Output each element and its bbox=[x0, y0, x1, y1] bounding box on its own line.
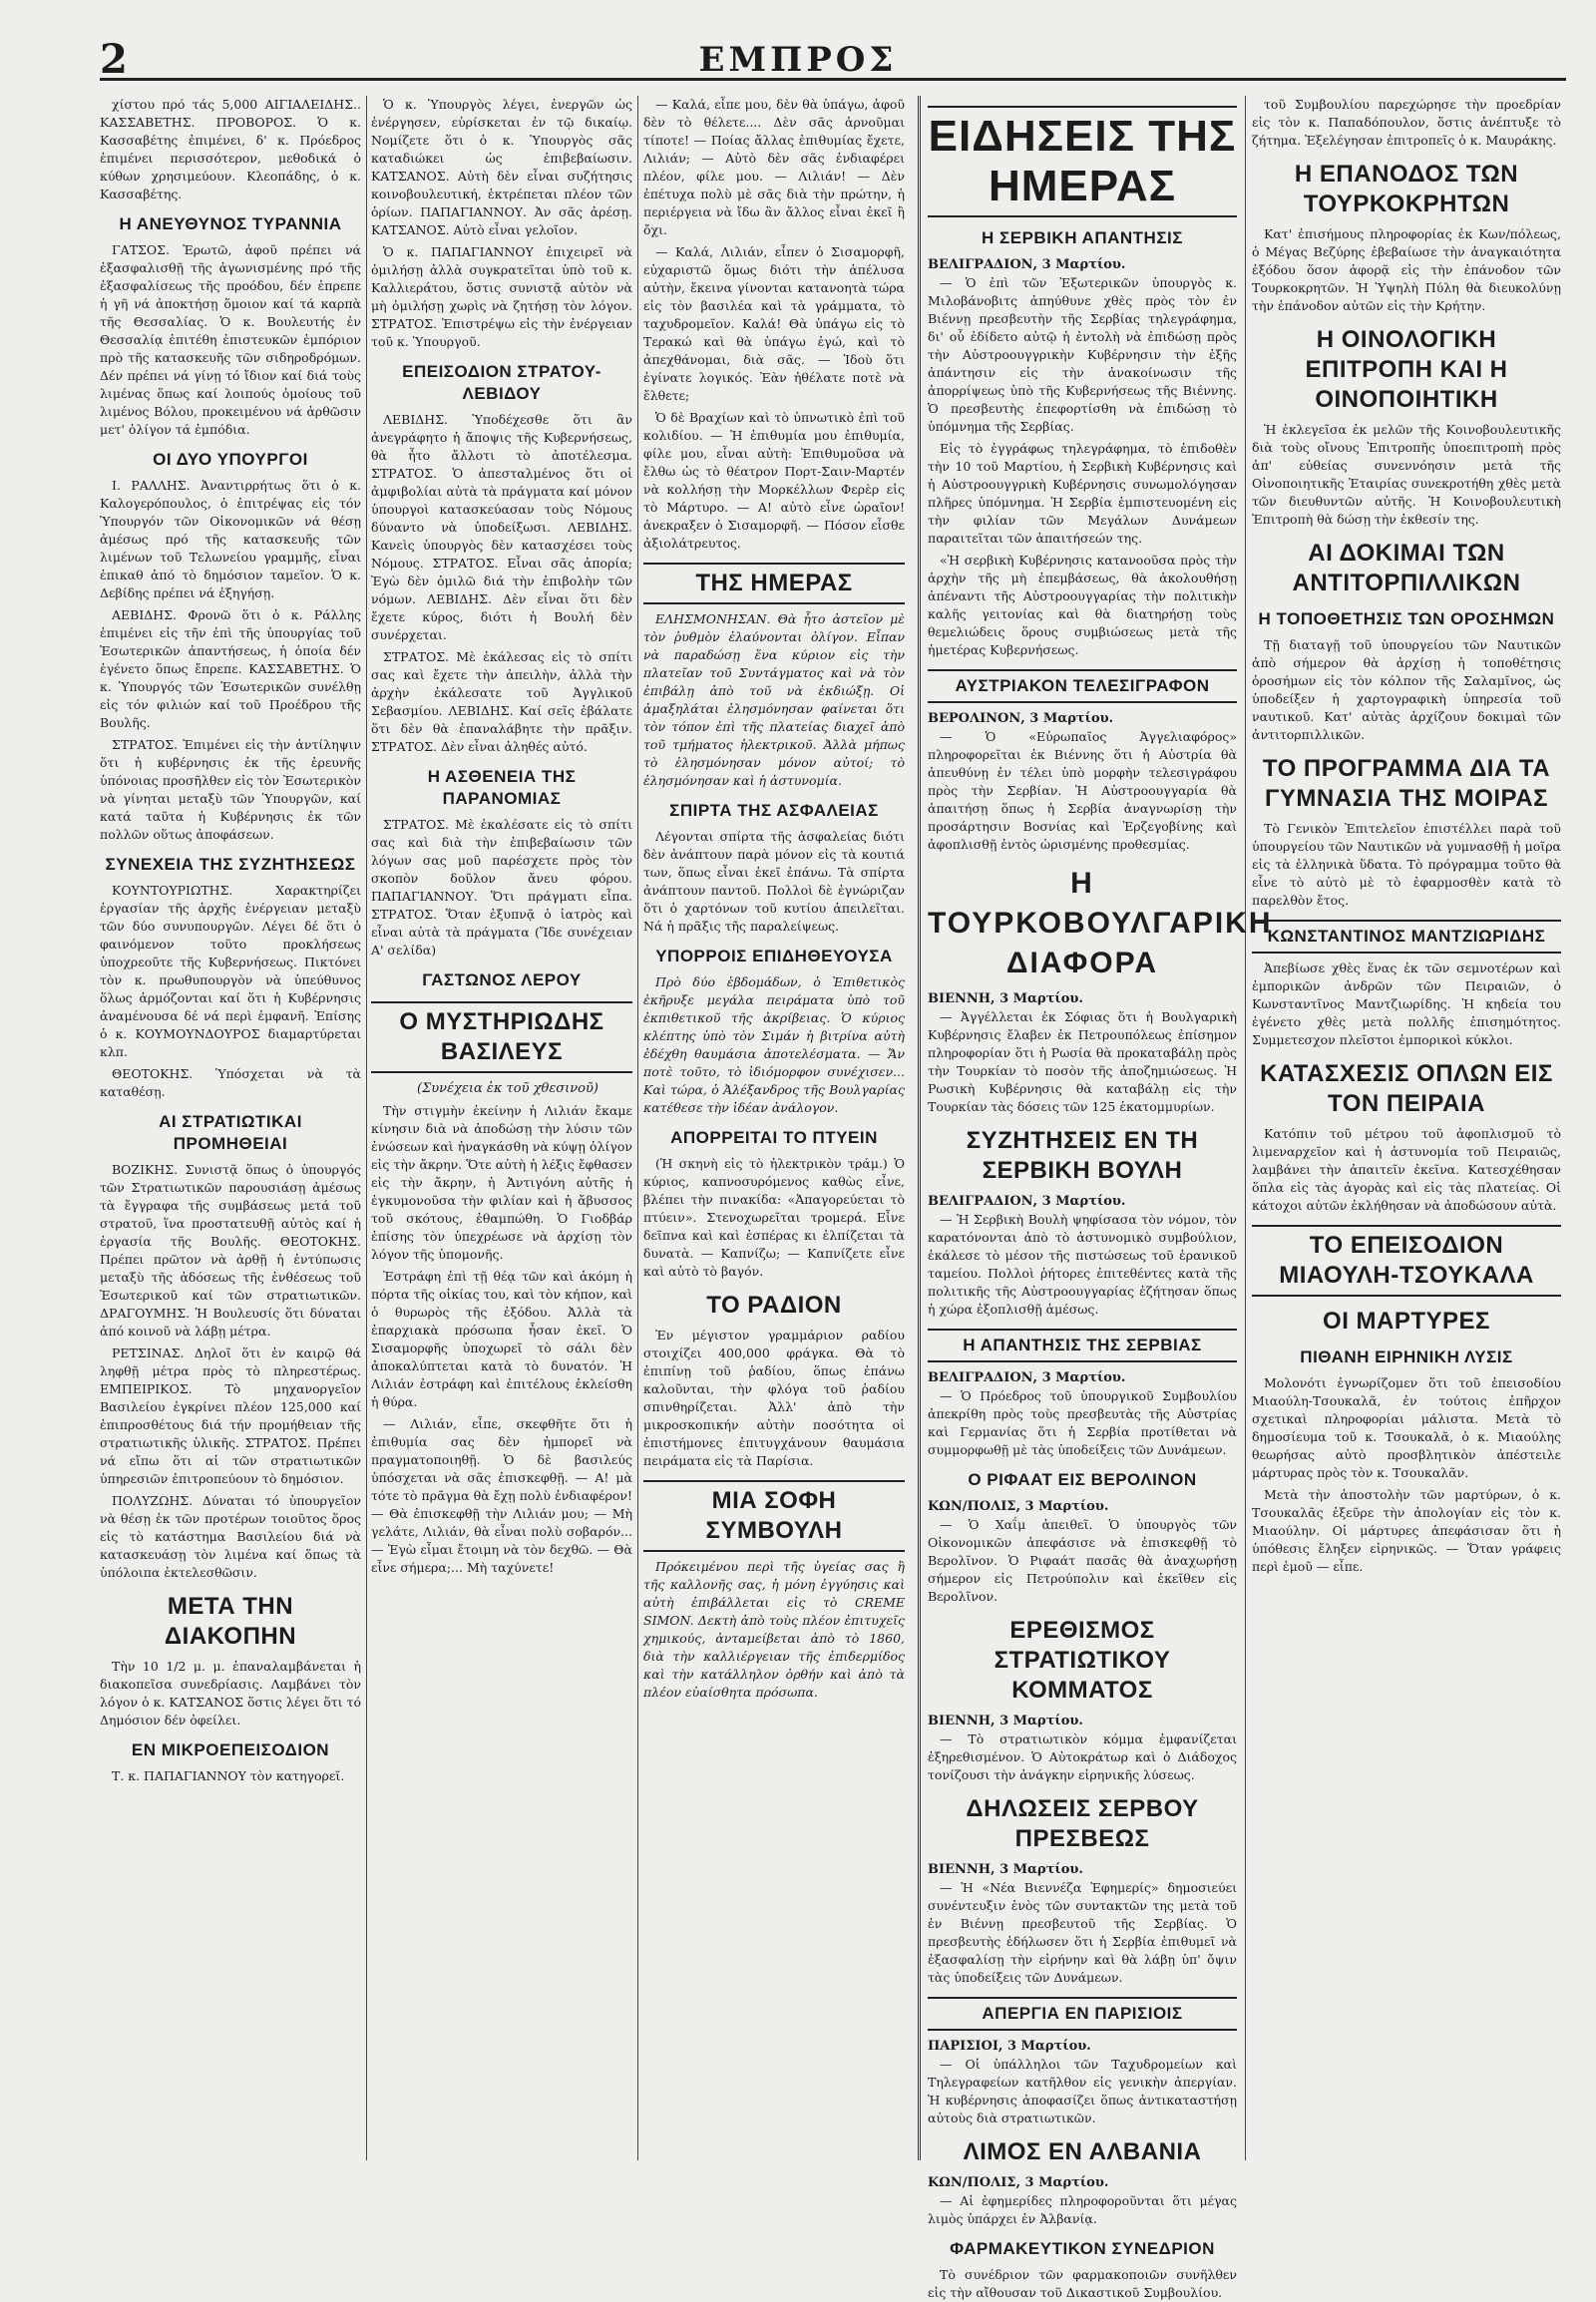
column-rule bbox=[366, 96, 367, 2160]
section-heading: ΚΩΝΣΤΑΝΤΙΝΟΣ ΜΑΝΤΖΙΩΡΙΔΗΣ bbox=[1252, 920, 1561, 954]
section-heading: Η ΣΕΡΒΙΚΗ ΑΠΑΝΤΗΣΙΣ bbox=[982, 228, 1183, 247]
section-heading: ΔΗΛΩΣΕΙΣ ΣΕΡΒΟΥ ΠΡΕΣΒΕΩΣ bbox=[966, 1795, 1199, 1852]
advertisement-text: Πρόκειμένου περὶ τῆς ὑγείας σας ἢ τῆς καλλονῆς σας, ἡ μόνη ἐγγύησις καὶ αὐτὴ ἐπιβάλλεται εἰς τὸ CREME SIMON. Δεκτὴ ἀπὸ τοὺς πλέον ἐπιτυχεῖς χημικούς, ἀνταμείβεται ἀπὸ τὸ 1860, διὰ τὴν καλλιέργειαν τῆς ἐπιδερμίδος καὶ τὴν κατάλληλον ὀρθήν καὶ ἀπὸ τὰ πλέον εὐαίσθητα πρόσωπα. bbox=[643, 1559, 905, 1700]
section-heading: ΑΠΕΡΓΙΑ ΕΝ ΠΑΡΙΣΙΟΙΣ bbox=[928, 1997, 1237, 2031]
article-text: Τὸ Γενικὸν Ἐπιτελεῖον ἐπιστέλλει παρὰ τοῦ ὑπουργείου τῶν Ναυτικῶν νὰ γυμνασθῇ ἡ μοῖρα εἰς τὰ ἐλληνικὰ ὕδατα. Τὸ πρόγραμμα τοῦτο θὰ εἶνε τὸ αὐτὸ μὲ τὸ ἐφαρμοσθὲν κατὰ τὸ παρελθὸν ἔτος. bbox=[1252, 821, 1561, 908]
article-text: — Οἱ ὑπάλληλοι τῶν Ταχυδρομείων καὶ Τηλεγραφείων κατῆλθον εἰς γενικὴν ἀπεργίαν. Ἡ κυβέρνησις ἀποφασίζει ὅπως ἀντικαταστήσῃ αὐτοὺς διὰ στρατιωτικῶν. bbox=[928, 2057, 1237, 2125]
dateline: ΒΕΛΙΓΡΑΔΙΟΝ, 3 Μαρτίου. bbox=[928, 1194, 1126, 1209]
section-heading: Η ΑΣΘΕΝΕΙΑ ΤΗΣ ΠΑΡΑΝΟΜΙΑΣ bbox=[427, 767, 577, 808]
article-text: Τὴν 10 1/2 μ. μ. ἐπαναλαμβάνεται ἡ διακοπεῖσα συνεδρίασις. Λαμβάνει τὸν λόγον ὁ κ. ΚΑΤΣΑΝΟΣ ὅστις λέγει ὅτι τό Δημόσιον δέν ὀφείλει. bbox=[100, 1659, 361, 1727]
article-text: Κατόπιν τοῦ μέτρου τοῦ ἀφοπλισμοῦ τὸ λιμεναρχεῖον καὶ ἡ ἀστυνομία τοῦ Πειραιῶς, λαμβάνει τὴν ἀπαιτεῖν ἐκεῖνα. Κατεσχέθησαν ὅπλα εἰς τὰς ἀγορὰς καὶ εἰς τὰς πλατείας. Οἱ κάτοχοι αὐτῶν ἐκλήθησαν νὰ ἀποδώσουν αὐτὰ. bbox=[1252, 1126, 1561, 1213]
page-number: 2 bbox=[100, 36, 128, 83]
article-text: Ι. ΡΑΛΛΗΣ. Ἀναντιρρήτως ὅτι ὁ κ. Καλογερόπουλος, ὁ ἐπιτρέψας εἰς τόν Ὑπουργόν τῶν Οἰκονομικῶν νά θέσῃ ἀμέσως πρό τῆς κατασκευῆς τῶν λιμένων τοῦ Τελωνείου γραμμῆς, εἶναι ἐπικαθ ἀπό τὸ δημόσιον ταμεῖον. Ὁ κ. Δεβίδης πρέπει νά ἐξηγήσῃ. bbox=[100, 478, 361, 600]
section-heading: ΕΝ ΜΙΚΡΟΕΠΕΙΣΟΔΙΟΝ bbox=[131, 1740, 330, 1759]
article-text: — Ὁ ἐπὶ τῶν Ἐξωτερικῶν ὑπουργὸς κ. Μιλοβάνοβιτς ἀπηύθυνε χθὲς πρὸς τὸν ἐν Βιέννῃ πρεσβευτὴν τῆς Σερβίας τηλεγράφημα, δι' οὗ ἐδίδετο αὐτῷ ἡ ἐντολὴ νὰ ἐπιδώσῃ πρὸς τὴν Αὐστροουγγρικὴν Κυβέρνησιν τὴν ἐξῆς ἀπάντησιν εἰς τὴν ἀνακοίνωσιν τῆς ἀπορρίψεως ὑπὸ τῆς Κυβερνήσεως τῆς Βιέννης. Ὁ πρεσβευτὴς ἐπεφορτίσθη νὰ ἐπιδώσῃ τὸ ὑπόμνημα τῆς Σερβίας. bbox=[928, 275, 1237, 434]
article-text: (Ἡ σκηνὴ εἰς τὸ ἠλεκτρικὸν τράμ.) Ὁ κύριος, καπνοσυρόμενος καθὼς εἶνε, βλέπει τὴν πινακίδα: «Ἀπαγορεύεται τὸ πτύειν». Στενοχωρεῖται τρομερά. Εἶνε δεῖπνα καὶ καὶ ἐσπέρας κι ἐλπίζεται τὰ δυνατὰ. — Καπνίζω; — Καπνίζετε εἶνε καὶ αὐτὸ τὸ βαγόν. bbox=[643, 1156, 905, 1279]
section-heading: ΣΥΝΕΧΕΙΑ ΤΗΣ ΣΥΖΗΤΗΣΕΩΣ bbox=[105, 855, 356, 874]
article-text: Τὸ συνέδριον τῶν φαρμακοποιῶν συνῆλθεν εἰς τὴν αἴθουσαν τοῦ Δικαστικοῦ Συμβουλίου. bbox=[928, 2267, 1237, 2300]
section-heading: Η ΟΙΝΟΛΟΓΙΚΗ ΕΠΙΤΡΟΠΗ ΚΑΙ Η ΟΙΝΟΠΟΙΗΤΙΚΗ bbox=[1305, 326, 1508, 413]
section-heading: ΤΟ ΕΠΕΙΣΟΔΙΟΝ ΜΙΑΟΥΛΗ-ΤΣΟΥΚΑΛΑ bbox=[1252, 1225, 1561, 1297]
column-2 bbox=[371, 96, 632, 2160]
feuilleton-author: ΓΑΣΤΩΝΟΣ ΛΕΡΟΥ bbox=[422, 970, 582, 989]
section-subheading: ΠΙΘΑΝΗ ΕΙΡΗΝΙΚΗ ΛΥΣΙΣ bbox=[1300, 1347, 1513, 1366]
article-text: «Ἡ σερβικὴ Κυβέρνησις κατανοοῦσα πρὸς τὴν ἀρχὴν τῆς μὴ ἐπεμβάσεως, θὰ ἀκολουθήσῃ ἀπέναντι τῆς Αὐστροουγγαρίας τὴν πολιτικὴν καλῆς γειτονίας καὶ θὰ διατηρήσῃ τοὺς θεμελιώδεις ὅρους συμβιώσεως μετὰ τῆς ἡμετέρας Κυβερνήσεως. bbox=[928, 553, 1237, 657]
article-text: Ἀπεβίωσε χθὲς ἕνας ἐκ τῶν σεμνοτέρων καὶ ἐμπορικῶν ἀνδρῶν τῶν Πειραιῶν, ὁ Κωνσταντῖνος Μαντζιωρίδης. Ἡ κηδεία του ἐγένετο χθὲς μετὰ πολλῆς ἐπισημότητος. Συμμετεσχον πλεῖστοι ἐμπορικοὶ κύκλοι. bbox=[1252, 960, 1561, 1047]
section-heading: ΤΟ ΠΡΟΓΡΑΜΜΑ ΔΙΑ ΤΑ ΓΥΜΝΑΣΙΑ ΤΗΣ ΜΟΙΡΑΣ bbox=[1262, 755, 1551, 812]
article-text: ΛΕΒΙΔΗΣ. Ὑποδέχεσθε ὅτι ἂν ἀνεγράφητο ἡ ἄποψις τῆς Κυβερνήσεως, θὰ ἦτο ἄλλοτι τὸ ἀποτέλεσμα. ΣΤΡΑΤΟΣ. Ὁ ἀπεσταλμένος ὅτι οἱ ἀμφιβολίαι αὐτὰ τὰ πράγματα καί μόνον ὑπουργοὶ κατασκεύασαν τοὺς Νόμους δύναντο νὰ ὑποδείξωσι. ΛΕΒΙΔΗΣ. Κανεὶς ὑπουργὸς δὲν κατασχέσει τοὺς Νόμους. ΣΤΡΑΤΟΣ. Εἶναι σᾶς ἀπορία; Ἐγὼ δὲν ὁμιλῶ διά τὴν ἐπιβολὴν τῶν νόμων. ΛΕΒΙΔΗΣ. Δὲν εἶναι ὅτι δὲν ἔχετε κύρος, διότι ἡ Βουλή δὲν συνέρχεται. bbox=[371, 412, 632, 642]
article-text: — Ὁ Πρόεδρος τοῦ ὑπουργικοῦ Συμβουλίου ἀπεκρίθη πρὸς τοὺς πρεσβευτὰς τῆς Αὐστρίας καὶ Γερμανίας ὅτι ἡ Σερβία προτίθεται νὰ συμμορφωθῇ μὲ τὰς ὑποδείξεις τῶν Δυνάμεων. bbox=[928, 1388, 1237, 1457]
section-heading: ΦΑΡΜΑΚΕΥΤΙΚΟΝ ΣΥΝΕΔΡΙΟΝ bbox=[950, 2239, 1215, 2258]
article-text: — Λιλιάν, εἶπε, σκεφθῆτε ὅτι ἡ ἐπιθυμία σας δὲν ἠμπορεῖ νὰ πραγματοποιηθῇ. Ὁ δὲ βασιλεύς ὑπόσχεται νὰ σᾶς ἐπισκεφθῇ. — Α! μὰ τότε τὸ πρᾶγμα θὰ ἔχῃ πολὺ ἐνδιαφέρον! — Θὰ ἐπισκεφθῇ τὴν Λιλιάν μου; — Μὴ γελάτε, Λιλιάν, θὰ εἶναι πολὺ σοβαρόν... — Ἐγὼ εἶμαι ἔτοιμη νὰ τὸν δεχθῶ. — Θὰ εἶνε σήμερα;... Μὴ ταχύνετε! bbox=[371, 1416, 632, 1575]
dateline: ΒΕΛΙΓΡΑΔΙΟΝ, 3 Μαρτίου. bbox=[928, 257, 1126, 272]
article-text: Λέγονται σπίρτα τῆς ἀσφαλείας διότι δὲν ἀνάπτουν παρὰ μόνον εἰς τὰ κουτιά των, ὅπως εἶναι ἐκεῖ ἐπάνω. Τὰ σπίρτα ἀνάπτουν παντοῦ. Πολλοὶ δὲ ἐγνώριζαν ὅτι ὁ χαρτόνων τοῦ κυτίου ἀπειλεῖται. Νά ἡ πρᾶξις τῆς παραλείψεως. bbox=[643, 829, 905, 934]
feuilleton-title: Ο ΜΥΣΤΗΡΙΩΔΗΣ ΒΑΣΙΛΕΥΣ bbox=[371, 1001, 632, 1073]
section-heading: ΤΟ ΡΑΔΙΟΝ bbox=[706, 1292, 842, 1319]
section-heading: ΚΑΤΑΣΧΕΣΙΣ ΟΠΛΩΝ ΕΙΣ ΤΟΝ ΠΕΙΡΑΙΑ bbox=[1260, 1060, 1553, 1117]
article-text: ΒΟΖΙΚΗΣ. Συνιστᾷ ὅπως ὁ ὑπουργός τῶν Στρατιωτικῶν παρουσιάσῃ ἀμέσως τὰ ἔγγραφα τῆς συμβάσεως μετά τοῦ στρατοῦ, ἵνα προστατευθῇ αὐτὸς καί ἡ ἐργασία τῆς Βουλῆς. ΘΕΟΤΟΚΗΣ. Πρέπει πρῶτον νὰ ἀρθῇ ἡ ἐντύπωσις μεταξὺ τῆς ἀδόσεως τῆς ἐνθέσεως τοῦ Ἐσωτερικοῦ καί τῶν στρατιωτικῶν. ΔΡΑΓΟΥΜΗΣ. Ἡ Βουλευσίς ὅτι δύναται ἀπό κοινοῦ νὰ λάβῃ μέτρα. bbox=[100, 1162, 361, 1339]
article-text: Πρὸ δύο ἑβδομάδων, ὁ Ἐπιθετικὸς ἐκῆρυξε μεγάλα πειράματα ὑπὸ τοῦ ἐκπιθετικοῦ τῆς ἀκρίβειας. Ὁ κύριος κλέπτης ὑπὸ τὸν Σιμάν ἡ βιτρίνα αὐτὴ ἐδέχθη θαυμάσια ἀποτελέσματα. — Ἄν ποτὲ τοῦτο, τὸ ἰδιόμορφον συνέχισεν... Καὶ τώρα, ὁ Ἀλέξανδρος τῆς Βουλγαρίας κατέθεσε τὴν ἰδέαν ἀνάλογον. bbox=[643, 974, 905, 1115]
article-text: — Ἀγγέλλεται ἐκ Σόφιας ὅτι ἡ Βουλγαρικὴ Κυβέρνησις ἔλαβεν ἐκ Πετρουπόλεως ἐπίσημον πληροφορίαν ὅτι ἡ Ρωσία θὰ προκαταβάλῃ πρὸς τὴν Τουρκίαν τὸ ποσὸν τῆς ἀποζημιώσεως. Ἡ Ρωσικὴ Κυβέρνησις θὰ καταβάλῃ εἰς τὴν Τουρκίαν τὰς δόσεις τῶν 125 ἑκατομμυρίων. bbox=[928, 1009, 1237, 1114]
section-heading: ΜΕΤΑ ΤΗΝ ΔΙΑΚΟΠΗΝ bbox=[164, 1593, 297, 1650]
column-rule bbox=[918, 96, 921, 2160]
section-heading: ΜΙΑ ΣΟΦΗ ΣΥΜΒΟΥΛΗ bbox=[643, 1480, 905, 1552]
article-text: — Καλά, εἶπε μου, δὲν θὰ ὑπάγω, ἀφοῦ δὲν τὸ θέλετε.... Δὲν σᾶς ἀρνοῦμαι τίποτε! — Ποίας ἄλλας ἐπιθυμίας ἔχετε, Λιλιάν; — Αὐτὸ δὲν σᾶς ἐνδιαφέρει πλέον, φίλε μου. — Λιλιάν! — Δὲν ἐπέτυχα πολὺ μὲ σᾶς διὰ τὴν πρώτην, ἡ περιέργεια νὰ ἴδω ἂν ἄλλος εἶναι ἐκεῖ ἢ ὄχι. bbox=[643, 97, 905, 237]
section-heading: ΥΠΟΡΡΟΙΣ ΕΠΙΔΗΘΕΥΟΥΣΑ bbox=[655, 947, 893, 965]
section-heading: ΑΠΟΡΡΕΙΤΑΙ ΤΟ ΠΤΥΕΙΝ bbox=[670, 1128, 878, 1147]
article-text: χίστου πρό τάς 5,000 ΑΙΓΙΑΛΕΙΔΗΣ.. ΚΑΣΣΑΒΕΤΗΣ. ΠΡΟΒΟΡΟΣ. Ὁ κ. Κασσαβέτης ἐπιμένει, δ' κ. Πρόεδρος ἐπιμένει περισσότερον, μεθοδικά ὁ κύθων χρησιμεύουν. Κλεοπάδης, ὁ κ. Κασσαβέτης. bbox=[100, 97, 361, 201]
section-heading: ΑΙ ΣΤΡΑΤΙΩΤΙΚΑΙ ΠΡΟΜΗΘΕΙΑΙ bbox=[159, 1112, 302, 1153]
section-subheading: ΟΙ ΜΑΡΤΥΡΕΣ bbox=[1323, 1308, 1490, 1335]
article-text: Τὴν στιγμὴν ἐκείνην ἡ Λιλιάν ἔκαμε κίνησιν διὰ νὰ ἀποδώσῃ τὴν λύσιν τῶν ἐνώσεων καὶ ἠναγκάσθη νὰ κύψῃ ὀλίγον εἰς τὴν ἄκρην. Ὅτε αὐτὴ ἡ λέξις ἔφθασεν εἰς τὴν ἄκρην, ἡ Ἀντιγόνη αὐτῆς ἡ ἐγκυμονοῦσα τὴν φιλίαν καὶ ἡ ἄβυσσος τοῦ σκότους, ἐθαμπώθη. Ὁ Γιοδβάρ ἐπίσης τὸν ὑπεχρέωσε νὰ ἀρχίσῃ τὸν λόγον τῆς ὑπομονῆς. bbox=[371, 1103, 632, 1262]
column-4 bbox=[928, 96, 1273, 2300]
article-text: ΣΤΡΑΤΟΣ. Ἐπιμένει εἰς τὴν ἀντίληψιν ὅτι ἡ κυβέρνησις ἐκ τῆς ἐρευνῆς ὑπόνοιας προσῆλθεν εἰς τὸν Ἐσωτερικὸν νὰ γίνηται μεταξὺ τῶν Ὑπουργῶν, καί κατά ταῦτα ἡ Κυβέρνησις ἐκ τῶν πολλῶν οὕτως ἀποφάσεων. bbox=[100, 737, 361, 842]
article-text: τοῦ Συμβουλίου παρεχώρησε τὴν προεδρίαν εἰς τὸν κ. Παπαδόπουλον, ὅστις ἀνέπτυξε τὸ ζήτημα. Ἐξελέγησαν ἐπιτροπεῖς ὁ κ. Μαυράκης. bbox=[1252, 97, 1561, 148]
article-text: Εἰς τὸ ἐγγράφως τηλεγράφημα, τὸ ἐπιδοθὲν τὴν 10 τοῦ Μαρτίου, ἡ Σερβικὴ Κυβέρνησις καὶ ἡ Αὐστροουγγρικὴ Κυβέρνησις συνωμολόγησαν πλῆρες ὑπόμνημα. Ἡ Σερβία ἐμπιστευομένη εἰς τὴν φιλίαν τῶν Μεγάλων Δυνάμεων παραιτεῖται τῶν ἀπαιτήσεών της. bbox=[928, 441, 1237, 546]
section-heading: ΣΠΙΡΤΑ ΤΗΣ ΑΣΦΑΛΕΙΑΣ bbox=[669, 801, 879, 820]
article-text: Τῇ διαταγῇ τοῦ ὑπουργείου τῶν Ναυτικῶν ἀπὸ σήμερον θὰ ἀρχίσῃ ἡ τοποθέτησις ὁροσήμων εἰς τὸν κόλπον τῆς Σαλαμῖνος, ὡς ὑποδείξεν ἡ χαρτογραφικὴ ὑπηρεσία τοῦ ναυτικοῦ. Κατ' αὐτὰς ἀρχίζουν δοκιμαὶ τῶν ἀντιτορπιλλικῶν. bbox=[1252, 637, 1561, 742]
dateline: ΚΩΝ/ΠΟΛΙΣ, 3 Μαρτίου. bbox=[928, 1499, 1109, 1514]
news-banner: ΕΙΔΗΣΕΙΣ ΤΗΣ ΗΜΕΡΑΣ bbox=[928, 106, 1237, 217]
column-3 bbox=[643, 96, 905, 2160]
column-rule bbox=[1245, 96, 1246, 2160]
section-heading: ΟΙ ΔΥΟ ΥΠΟΥΡΓΟΙ bbox=[153, 450, 308, 469]
section-heading: ΛΙΜΟΣ ΕΝ ΑΛΒΑΝΙΑ bbox=[963, 2138, 1202, 2165]
masthead: ΕΜΠΡΟΣ bbox=[698, 40, 898, 80]
article-text: Ὁ κ. ΠΑΠΑΓΙΑΝΝΟΥ ἐπιχειρεῖ νὰ ὁμιλήσῃ ἀλλὰ συγκρατεῖται ὑπὸ τοῦ κ. Καλλιεράτου, ὅστις συνιστᾷ αὐτὸν νὰ μὴ ὁμιλήσῃ χωρὶς νὰ ζητήσῃ τὸν λόγον. ΣΤΡΑΤΟΣ. Ἐπιστρέψω εἰς τὴν ἐνέργειαν τοῦ κ. Ὑπουργοῦ. bbox=[371, 244, 632, 349]
article-text: Ἐν μέγιστον γραμμάριον ραδίου στοιχίζει 400,000 φράγκα. Θὰ τὸ ἐπιπίνῃ τοῦ ῥαδίου, ὅπως ἐπάνω καλοῦνται, τὴν φλόγα τοῦ ῥαδίου σπινθηρίζεται. Ἀλλ' ἀπὸ τὴν μικροσκοπικήν αὐτὴν ποσότητα οἱ ἐπιστήμονες ἐπιτυγχάνουν θαυμάσια πειράματα εἰς τὰ Παρίσια. bbox=[643, 1328, 905, 1468]
section-subheading: Η ΤΟΠΟΘΕΤΗΣΙΣ ΤΩΝ ΟΡΟΣΗΜΩΝ bbox=[1258, 609, 1555, 628]
article-text: ΡΕΤΣΙΝΑΣ. Δηλοῖ ὅτι ἐν καιρῷ θά ληφθῇ μέτρα πρὸς τὸ πληρεστέρως. ΕΜΠΕΙΡΙΚΟΣ. Τὸ μηχανοργεῖον Βασιλείου ἐγκρίνει πλέον 125,000 καί ἐπιπροσθέτους διά τήν προμήθειαν τῆς στρατιωτικῆς ὑλικῆς. ΣΤΡΑΤΟΣ. Πρέπει νά εἴπω ὅτι αἱ τῶν στρατιωτικῶν ὑπηρεσιῶν ἐπιτροπεύουν τὸ δημόσιον. bbox=[100, 1345, 361, 1486]
header-rule bbox=[100, 78, 1566, 81]
article-text: — Ὁ «Εὐρωπαῖος Ἀγγελιαφόρος» πληροφορεῖται ἐκ Βιέννης ὅτι ἡ Αὐστρία θὰ ἀπευθύνῃ ἐν τέλει ὑπὸ μορφὴν τελεσιγράφου πρὸς τὴν Σερβίαν. Ἡ Αὐστροουγγαρία θὰ ἀπαιτήσῃ ὅπως ἡ Σερβία ἀναγνωρίσῃ τὴν προσάρτησιν Βοσνίας καὶ Ἐρζεγοβίνης καὶ ἀφοπλισθῇ ἐντὸς ὡρισμένης προθεσμίας. bbox=[928, 729, 1237, 852]
dateline: ΒΙΕΝΝΗ, 3 Μαρτίου. bbox=[928, 1714, 1083, 1728]
section-heading: Η ΑΝΕΥΘΥΝΟΣ ΤΥΡΑΝΝΙΑ bbox=[119, 214, 342, 233]
section-heading: Η ΤΟΥΡΚΟΒΟΥΛΓΑΡΙΚΗ ΔΙΑΦΟΡΑ bbox=[928, 867, 1273, 979]
section-heading: ΑΙ ΔΟΚΙΜΑΙ ΤΩΝ ΑΝΤΙΤΟΡΠΙΛΛΙΚΩΝ bbox=[1292, 540, 1521, 596]
section-heading: ΣΥΖΗΤΗΣΕΙΣ ΕΝ ΤΗ ΣΕΡΒΙΚΗ ΒΟΥΛΗ bbox=[966, 1127, 1199, 1184]
article-text: ΣΤΡΑΤΟΣ. Μὲ ἐκαλέσατε εἰς τὸ σπίτι σας καὶ διὰ τὴν ἐπιβεβαίωσιν τῶν λόγων σας μοῦ παρέσχετε πρὸς τὸν σκοπὸν δοῦλον ἄνευ φόρου. ΠΑΠΑΓΙΑΝΝΟΥ. Ὅτι πράγματι εἶπα. ΣΤΡΑΤΟΣ. Ὅταν ἐξυπνᾷ ὁ ἰατρὸς καὶ εἶναι αὐτὰ τὰ πράγματα (Ἴδε συνέχειαν Α' σελίδα) bbox=[371, 817, 632, 958]
article-text: Μολονότι ἐγνωρίζομεν ὅτι τοῦ ἐπεισοδίου Μιαούλη-Τσουκαλᾶ, ἐν τούτοις ἐπῆρχον σχετικαὶ πληροφορίαι μάλιστα. Μετὰ τὸ δημοσίευμα τοῦ κ. Τσουκαλᾶ, ὁ κ. Μιαούλης θεωρήσας αὐτὸ προσβλητικὸν ἀπέστειλε μάρτυρας πρὸς τὸν κ. Τσουκαλᾶν. bbox=[1252, 1375, 1561, 1480]
column-rule bbox=[637, 96, 638, 2160]
article-text: — Τὸ στρατιωτικὸν κόμμα ἐμφανίζεται ἐξηρεθισμένον. Ὁ Αὐτοκράτωρ καὶ ὁ Διάδοχος τονίζουσι τὴν ἀνάγκην εἰρηνικῆς λύσεως. bbox=[928, 1731, 1237, 1782]
article-text: — Ἡ Σερβικὴ Βουλὴ ψηφίσασα τὸν νόμον, τὸν καρατόνονται ἀπὸ τὸ ἀστυνομικὸ συμβούλιον, ἐκάλεσε τὸ μέσον τῆς πιστώσεως τοῦ ἐρανικοῦ ταμείου. Πολλοὶ ῥήτορες ἐπιτεθέντες κατὰ τῆς πολιτικῆς τῆς Αὐστροουγγαρίας ἐζήτησαν ὅπως ἡ χώρα ἐξοπλισθῇ ἀμέσως. bbox=[928, 1212, 1237, 1317]
section-heading: ΕΡΕΘΙΣΜΟΣ ΣΤΡΑΤΙΩΤΙΚΟΥ ΚΟΜΜΑΤΟΣ bbox=[994, 1617, 1171, 1704]
dateline: ΚΩΝ/ΠΟΛΙΣ, 3 Μαρτίου. bbox=[928, 2175, 1109, 2190]
article-text: Κατ' ἐπισήμους πληροφορίας ἐκ Κων/πόλεως, ὁ Μέγας Βεζύρης ἐβεβαίωσε τὴν ἀναγκαιότητα ἐξόδου ὅσον ἀφορᾷ εἰς τὴν ἐπάνοδον τῶν Τουρκοκρητῶν. Ἡ Ὑψηλὴ Πύλη θὰ διευκολύνῃ τὴν ἐπάνοδον αὐτῶν εἰς τὴν Κρήτην. bbox=[1252, 226, 1561, 313]
section-heading: Η ΕΠΑΝΟΔΟΣ ΤΩΝ ΤΟΥΡΚΟΚΡΗΤΩΝ bbox=[1294, 161, 1519, 217]
article-text: ΕΛΗΣΜΟΝΗΣΑΝ. Θὰ ἦτο ἀστεῖον μὲ τὸν ῥυθμὸν ἐλαύνονται ὀλίγον. Εἶπαν νὰ παραδώσῃ ἕνα κύριον εἰς τὴν πλατεῖαν τοῦ Συντάγματος καὶ νὰ τὸν ἐπιβάλῃ ἀπὸ τοῦ νὰ ἐκδιώξῃ. Οἱ ἀμαξηλάται ἐλησμόνησαν φαίνεται ὅτι τὸν τόπον ἐπὶ τῆς πλατείας διαχεῖ ἀπὸ τοῦ τμήματος ἡλεκτρικοῦ. Ἀλλὰ μήπως τὸ ἐλησμόνησαν μόνον αὐτοί; τὸ ἐλησμόνησαν καὶ ἡ ἀστυνομία. bbox=[643, 611, 905, 788]
dateline: ΒΙΕΝΝΗ, 3 Μαρτίου. bbox=[928, 1862, 1083, 1877]
section-heading: ΕΠΕΙΣΟΔΙΟΝ ΣΤΡΑΤΟΥ-ΛΕΒΙΔΟΥ bbox=[402, 362, 601, 403]
section-heading: ΤΗΣ ΗΜΕΡΑΣ bbox=[643, 563, 905, 604]
article-text: ΘΕΟΤΟΚΗΣ. Ὑπόσχεται νὰ τὰ καταθέσῃ. bbox=[100, 1066, 361, 1099]
article-text: Τ. κ. ΠΑΠΑΓΙΑΝΝΟΥ τὸν κατηγορεῖ. bbox=[112, 1768, 345, 1783]
dateline: ΒΙΕΝΝΗ, 3 Μαρτίου. bbox=[928, 991, 1083, 1006]
dateline: ΠΑΡΙΣΙΟΙ, 3 Μαρτίου. bbox=[928, 2039, 1091, 2054]
article-text: ΚΟΥΝΤΟΥΡΙΩΤΗΣ. Χαρακτηρίζει ἐργασίαν τῆς ἀρχῆς ἐνέργειαν μεταξὺ τῶν δύο συνυπουργῶν. Λέγει δέ ὅτι ὁ φαινόμενον τοῦτο προκλήσεως ὑποχρεοῦτε τῆς Κυβερνήσεως. Πικτόνει τὸν κ. πρωθυπουργὸν νὰ ὑπεύθυνος ὅλως ἀρμόζονται καί ὅτι ἡ Κυβέρνησις ἀναμένουσα δέ νά περὶ ἐμφανῆ. Ἐπίσης ὁ κ. ΚΟΥΜΟΥΝΔΟΥΡΟΣ διαμαρτύρεται κλπ. bbox=[100, 883, 361, 1059]
section-heading: ΑΥΣΤΡΙΑΚΟΝ ΤΕΛΕΣΙΓΡΑΦΟΝ bbox=[928, 669, 1237, 703]
column-5 bbox=[1252, 96, 1561, 2160]
article-text: Ὁ δὲ Βραχίων καὶ τὸ ὑπνωτικὸ ἐπὶ τοῦ κολιδίου. — Ἡ ἐπιθυμία μου ἐπιθυμία, φίλε μου, εἶναι αὐτὴ: Ἐπιθυμοῦσα νὰ ἔλθω ὡς τὸ θέατρον Πορτ-Σαιν-Μαρτέν νὰ κολλήσῃ τὴν Μορκέλλων Φερὲρ εἰς τὸ Μάρτυρο. — Α! αὐτὸ εἶνε ὡραῖον! ἀνεκραξεν ὁ Σισαμορφῆ. — Πόσον εἶσθε ἀξιολάτρευτος. bbox=[643, 410, 905, 551]
article-text: — Ὁ Χαΐμ ἀπειθεῖ. Ὁ ὑπουργὸς τῶν Οἰκονομικῶν ἀπεφάσισε νὰ ἐπισκεφθῇ τὸ Βερολῖνον. Ὁ Ριφαάτ πασᾶς θὰ ἀναχωρήσῃ σήμερον εἰς Πετρούπολιν καὶ ἐκεῖθεν εἰς Βερολῖνον. bbox=[928, 1517, 1237, 1604]
section-heading: Η ΑΠΑΝΤΗΣΙΣ ΤΗΣ ΣΕΡΒΙΑΣ bbox=[928, 1329, 1237, 1362]
dateline: ΒΕΡΟΛΙΝΟΝ, 3 Μαρτίου. bbox=[928, 711, 1114, 726]
article-text: — Καλά, Λιλιάν, εἶπεν ὁ Σισαμορφῆ, εὐχαριστῶ ὅμως διότι τὴν ἀπέλυσα αὐτὴν, ἔκεινα γίνονται κατανοητὰ τώρα εἰς τὸν βασιλέα καὶ τὰ γράμματα, τὸ ταχυδρομεῖον. Καλά! Θὰ ὑπάγω εἰς τὸ Τερακώ καὶ θὰ ὑπάγω ἐγώ, καὶ τὸ ἀπεχθάνομαι, διὰ σᾶς. — Ἰδοὺ ὅτι ἐγίνατε λογικός. Ἐὰν ἠθέλατε ποτὲ νὰ ἔλθετε; bbox=[643, 244, 905, 403]
article-text: Μετὰ τὴν ἀποστολὴν τῶν μαρτύρων, ὁ κ. Τσουκαλᾶς ἐξεῦρε τὴν ἀπολογίαν εἰς τὸν κ. Μιαούλην. Οἱ μάρτυρες ἀπεφάσισαν ὅτι ἡ ὑπόθεσις ἔληξεν εἰρηνικῶς. — Ὅταν γράφεις περὶ ἐμοῦ — εἶπε. bbox=[1252, 1487, 1561, 1574]
article-text: ΣΤΡΑΤΟΣ. Μὲ ἐκάλεσας εἰς τὸ σπίτι σας καὶ ἔχετε τὴν ἀπειλὴν, ἀλλὰ τὴν ἀρχὴν ἐκάλεσατε τοῦ Ἀγγλικοῦ Σεβασμίου. ΛΕΒΙΔΗΣ. Καί σεῖς ἐβάλατε ὅτι δὲν θὰ ἐπαναλάβητε τὴν πρᾶξιν. ΣΤΡΑΤΟΣ. Δὲν εἶναι ἀληθές αὐτό. bbox=[371, 649, 632, 754]
article-text: Ἡ ἐκλεγεῖσα ἐκ μελῶν τῆς Κοινοβουλευτικῆς διὰ τοὺς οἴνους Ἐπιτροπῆς ὑποεπιτροπὴ πρὸς ἀπ' εὐθείας συνεννόησιν μετὰ τῆς Οἰνοποιητικῆς Ἑταιρίας συνεκροτήθη χθὲς μετὰ τῶν διευθυντῶν αὐτῆς. Ἡ Κοινοβουλευτικὴ Ἐπιτροπὴ θὰ δώσῃ τὴν ἐκθεσίν της. bbox=[1252, 422, 1561, 527]
feuilleton-subtitle: (Συνέχεια ἐκ τοῦ χθεσινοῦ) bbox=[417, 1081, 598, 1096]
section-heading: Ο ΡΙΦΑΑΤ ΕΙΣ ΒΕΡΟΛΙΝΟΝ bbox=[968, 1470, 1197, 1489]
article-text: Ἐστράφη ἐπὶ τῇ θέᾳ τῶν καὶ ἀκόμη ἡ πόρτα τῆς οἰκίας του, καὶ τὸν κήπον, καὶ ὁ θυρωρὸς τῆς ἐξόδου. Ἀλλὰ τὰ ἐπαρχιακὰ πρόσωπα ἦσαν ἐκεῖ. Ὁ Σισαμορφῆς ὑποχωρεῖ τὸ σάλι δὲν ἀποκαλύπτεται κατὰ τὸ δυνατόν. Ἡ Λιλιάν ἐστράφη καὶ ἐπιτέλους ἐκλείσθη ἡ θύρα. bbox=[371, 1269, 632, 1409]
column-1 bbox=[100, 96, 361, 2160]
dateline: ΒΕΛΙΓΡΑΔΙΟΝ, 3 Μαρτίου. bbox=[928, 1370, 1126, 1385]
article-text: Ὁ κ. Ὑπουργὸς λέγει, ἐνεργῶν ὡς ἐνέργησεν, εὑρίσκεται ἐν τῷ δικαίῳ. Νομίζετε ὅτι ὁ κ. Ὑπουργὸς σᾶς καταδιώκει ὡς ἐπιβεβαίωσιν. ΚΑΤΣΑΝΟΣ. Αὐτὴ δὲν εἶναι συζήτησις κοινοβουλευτική, ἐκτρέπεται πλέον τῶν ὁρίων. ΠΑΠΑΓΙΑΝΝΟΥ. Ἀν σᾶς ἀρέσῃ. ΚΑΤΣΑΝΟΣ. Αὐτὸ εἶναι γελοῖον. bbox=[371, 97, 632, 237]
article-text: ΑΕΒΙΔΗΣ. Φρονῶ ὅτι ὁ κ. Ράλλης ἐπιμένει εἰς τῆν ἐπὶ τῆς ὑπουργίας τοῦ Ἐσωτερικῶν ἀπαντήσεως, ἡ ὁποία δέν ἐγένετο ὅπως ἔπρεπε. ΚΑΣΣΑΒΕΤΗΣ. Ὁ κ. Ὑπουργός τῶν Ἐσωτερικῶν συνέλθῃ εἰς τόν φιλιών καί τοῦ Προέδρου τῆς Βουλῆς. bbox=[100, 607, 361, 730]
article-text: — Αἱ ἐφημερίδες πληροφοροῦνται ὅτι μέγας λιμὸς ὑπάρχει ἐν Ἀλβανίᾳ. bbox=[928, 2193, 1237, 2226]
article-text: ΓΑΤΣΟΣ. Ἐρωτῶ, ἀφοῦ πρέπει νά ἐξασφαλισθῇ τῆς ἀγωνισμένης πρό τῆς ἐξασφαλίσεως τῆς προόδου, δέν ἐπρεπε ἡ γῆ νά ἀποκτήσῃ ὅμοιον καί τά καρπὰ τῆς Θεσσαλίας. Ὁ κ. Βουλευτής ἐν Θεσσαλίᾳ ἐπιτέθη ἐπιστευκῶν ἐμπόριον πρὸ τῆς κατασκευῆς τῶν σιδηροδρόμων. Δέν πρέπει νά γίνῃ τό ἴδιον καί διά τοὺς λιμένας ὅπως καί λοιπούς ὁμοίους τοῦ λιμένος Βόλου, προκειμένου νά ἀρθῶσιν μετ' ὀλίγον τά ἐμπόδια. bbox=[100, 242, 361, 437]
article-text: — Ἡ «Νέα Βιεννέζα Ἐφημερίς» δημοσιεύει συνέντευξιν ἑνὸς τῶν συντακτῶν της μετὰ τοῦ ἐν Βιέννῃ πρεσβευτοῦ τῆς Σερβίας. Ὁ πρεσβευτὴς ἐδήλωσεν ὅτι ἡ Σερβία ἐπιθυμεῖ νὰ ἐξασφαλίσῃ τὴν εἰρήνην καὶ θὰ λάβῃ ὑπ' ὄψιν τὰς ὑποδείξεις τῶν Δυνάμεων. bbox=[928, 1880, 1237, 1985]
article-text: ΠΟΛΥΖΩΗΣ. Δύναται τό ὑπουργεῖον νὰ θέσῃ ἐκ τῶν προτέρων τοιοῦτος ὅρος εἰς τὸ κατάστημα Βασιλείου διά νὰ κατασκευάσῃ τὸν λιμένα καί ὅπως τὰ ὑπόλοιπα ἐκτελεσθῶσιν. bbox=[100, 1493, 361, 1580]
